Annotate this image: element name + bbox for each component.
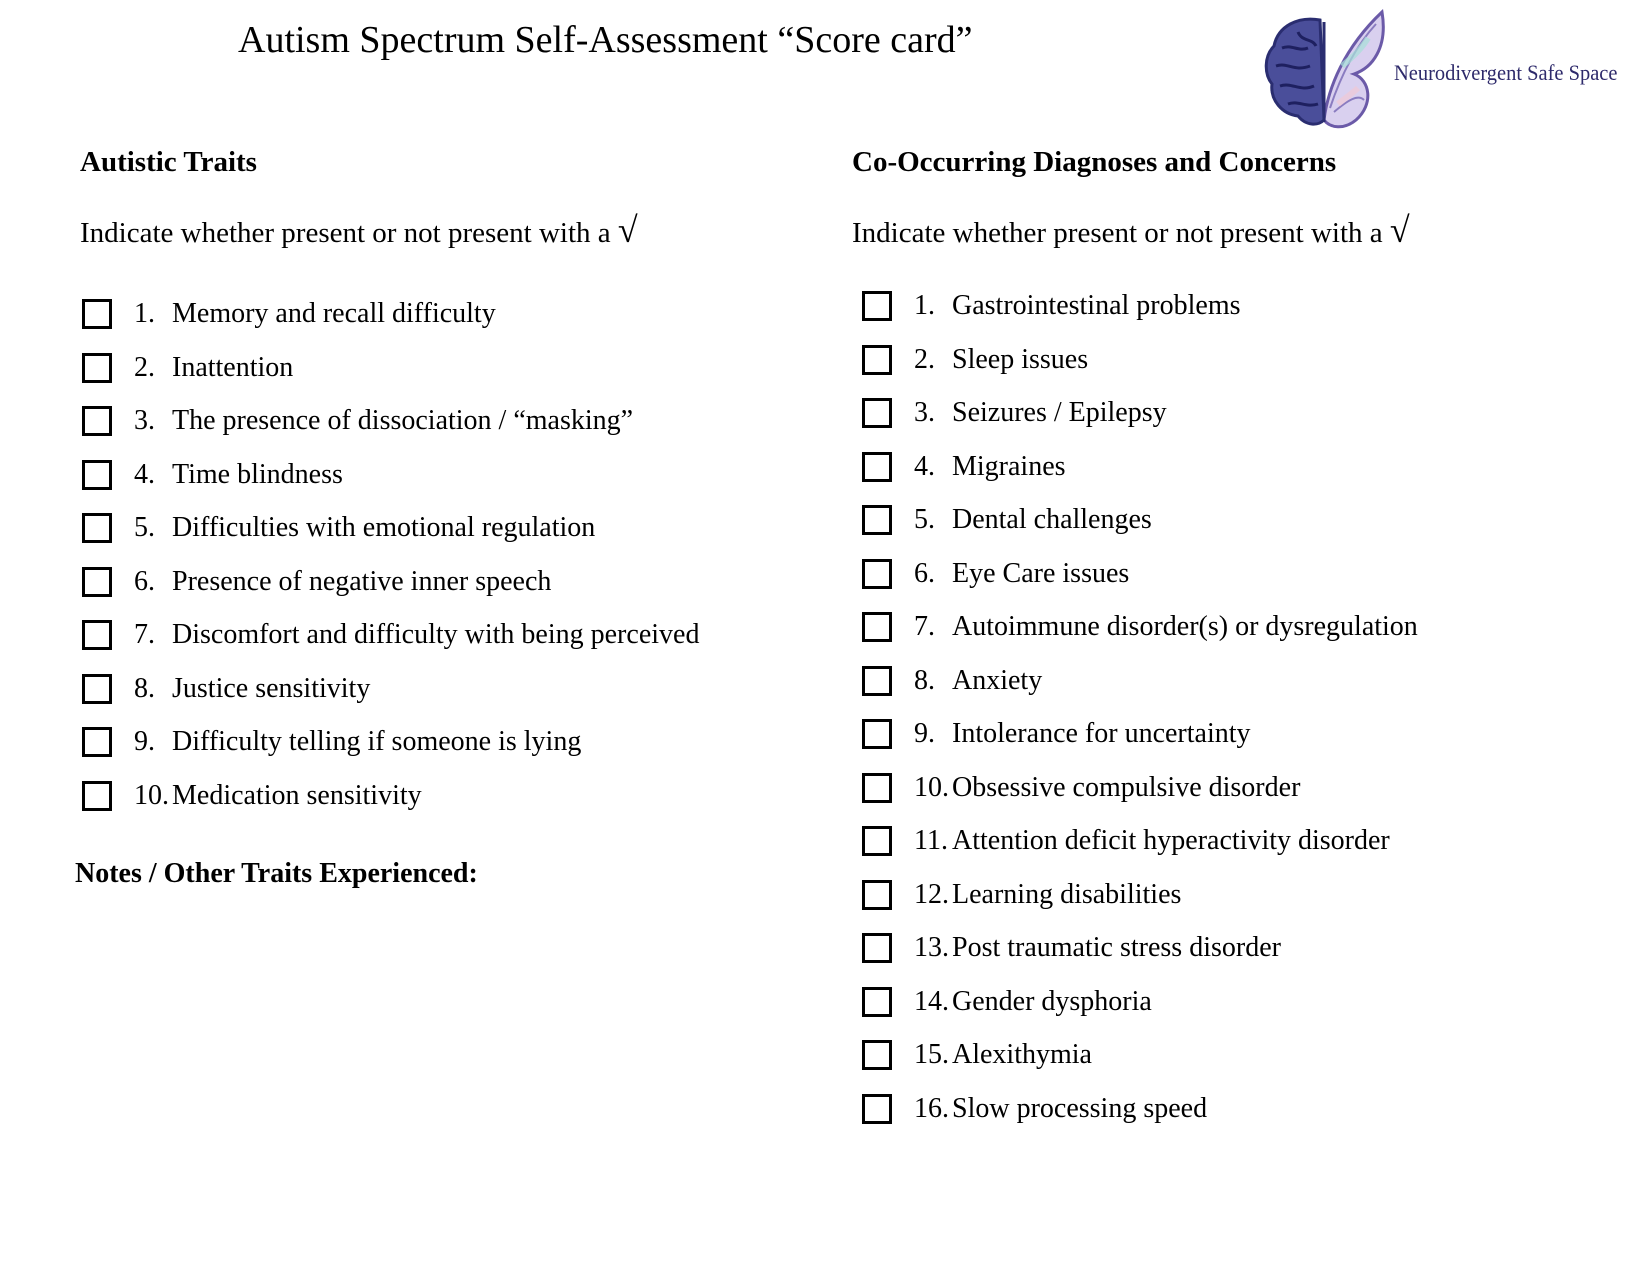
section-heading: Co-Occurring Diagnoses and Concerns: [852, 146, 1337, 178]
item-label: Alexithymia: [952, 1039, 1092, 1070]
checklist-item: [862, 607, 1418, 647]
section-heading: Autistic Traits: [80, 146, 257, 178]
checkbox[interactable]: [862, 1040, 892, 1070]
item-label: Gender dysphoria: [952, 985, 1152, 1017]
item-label: Slow processing speed: [952, 1092, 1208, 1124]
checkbox[interactable]: [862, 987, 892, 1017]
checkbox[interactable]: [862, 666, 892, 696]
checklist-item: [862, 1035, 1092, 1075]
item-number: 10.: [134, 779, 169, 811]
checkbox[interactable]: [862, 880, 892, 910]
checklist-item: [82, 294, 496, 334]
instruction-text: [852, 209, 1632, 251]
checkbox[interactable]: [862, 1094, 892, 1124]
checkbox[interactable]: [862, 291, 892, 321]
item-number: 15.: [914, 1039, 949, 1070]
checklist-item: [862, 1089, 1207, 1129]
checklist-item: [862, 875, 1181, 915]
checkmark-symbol: √: [617, 210, 638, 250]
item-number: 9.: [134, 726, 155, 757]
instruction-text: [80, 209, 820, 251]
item-number: 2.: [914, 343, 935, 375]
item-label: Autoimmune disorder(s) or dysregulation: [952, 611, 1418, 642]
checklist-item: [82, 401, 633, 441]
item-number: 11.: [914, 825, 948, 856]
checklist-item: [82, 348, 293, 388]
checkbox[interactable]: [862, 719, 892, 749]
brain-butterfly-logo-icon: [1258, 8, 1388, 136]
item-label: Post traumatic stress disorder: [952, 932, 1281, 963]
checklist-item: [862, 768, 1300, 808]
item-label: Memory and recall difficulty: [172, 298, 496, 329]
item-number: 6.: [134, 565, 155, 597]
item-label: Sleep issues: [952, 343, 1089, 375]
item-label: Time blindness: [172, 458, 343, 490]
checklist-item: [82, 776, 422, 816]
item-number: 14.: [914, 985, 949, 1017]
checkbox[interactable]: [862, 933, 892, 963]
item-number: 6.: [914, 557, 935, 589]
item-number: 2.: [134, 351, 155, 383]
checkbox[interactable]: [82, 299, 112, 329]
checkbox[interactable]: [82, 567, 112, 597]
item-label: Discomfort and difficulty with being perceived: [172, 619, 700, 650]
page-title: Autism Spectrum Self-Assessment “Score card”: [238, 19, 973, 61]
instruction-label: Indicate whether present or not present with a: [80, 217, 611, 249]
item-number: 16.: [914, 1092, 949, 1124]
checkbox[interactable]: [862, 612, 892, 642]
item-label: Obsessive compulsive disorder: [952, 771, 1301, 803]
checkbox[interactable]: [862, 452, 892, 482]
checkbox[interactable]: [82, 406, 112, 436]
checklist-item: [862, 286, 1241, 326]
item-number: 10.: [914, 771, 949, 803]
checkbox[interactable]: [862, 773, 892, 803]
checklist-item: [862, 661, 1042, 701]
checklist-item: [82, 615, 699, 655]
checklist-item: [862, 821, 1390, 861]
checklist-item: [862, 500, 1152, 540]
item-number: 5.: [134, 512, 155, 543]
item-number: 12.: [914, 878, 949, 910]
notes-heading: Notes / Other Traits Experienced:: [75, 858, 478, 889]
item-number: 7.: [914, 611, 935, 642]
item-label: Justice sensitivity: [172, 672, 371, 704]
checklist-item: [862, 928, 1281, 968]
item-label: Dental challenges: [952, 504, 1152, 535]
checklist-item: [82, 508, 595, 548]
item-number: 9.: [914, 718, 935, 749]
checklist-item: [862, 340, 1088, 380]
item-number: 7.: [134, 619, 155, 650]
checklist-item: [862, 447, 1066, 487]
item-number: 3.: [914, 397, 935, 428]
logo-text: Neurodivergent Safe Space: [1394, 60, 1618, 85]
item-label: Eye Care issues: [952, 557, 1130, 589]
item-label: The presence of dissociation / “masking”: [172, 405, 634, 436]
checkbox[interactable]: [862, 559, 892, 589]
item-label: Difficulty telling if someone is lying: [172, 726, 582, 757]
checkbox[interactable]: [82, 674, 112, 704]
item-number: 8.: [134, 672, 155, 704]
checklist-item: [82, 722, 581, 762]
item-number: 13.: [914, 932, 949, 963]
item-number: 1.: [134, 298, 155, 329]
checkbox[interactable]: [862, 345, 892, 375]
checkbox[interactable]: [862, 505, 892, 535]
checklist-item: [82, 455, 343, 495]
item-number: 8.: [914, 664, 935, 696]
item-label: Seizures / Epilepsy: [952, 397, 1167, 428]
item-label: Difficulties with emotional regulation: [172, 512, 596, 543]
co-occurring-section: [852, 146, 1632, 251]
checkbox[interactable]: [82, 460, 112, 490]
checkbox[interactable]: [82, 781, 112, 811]
instruction-label: Indicate whether present or not present with a: [852, 217, 1383, 249]
item-label: Intolerance for uncertainty: [952, 718, 1251, 749]
item-number: 3.: [134, 405, 155, 436]
checkbox[interactable]: [862, 826, 892, 856]
item-label: Medication sensitivity: [172, 779, 422, 811]
item-label: Learning disabilities: [952, 878, 1182, 910]
item-number: 4.: [914, 450, 935, 482]
item-label: Anxiety: [952, 664, 1043, 696]
checkbox[interactable]: [82, 727, 112, 757]
checklist-item: [82, 562, 551, 602]
item-number: 1.: [914, 290, 935, 321]
item-number: 5.: [914, 504, 935, 535]
item-label: Gastrointestinal problems: [952, 290, 1241, 321]
checklist-item: [862, 393, 1167, 433]
checkbox[interactable]: [82, 513, 112, 543]
checkbox[interactable]: [82, 353, 112, 383]
item-label: Presence of negative inner speech: [172, 565, 552, 597]
item-label: Attention deficit hyperactivity disorder: [952, 825, 1390, 856]
checklist-item: [862, 554, 1129, 594]
item-label: Inattention: [172, 351, 294, 383]
checklist-item: [862, 982, 1152, 1022]
logo: [1258, 8, 1638, 136]
item-number: 4.: [134, 458, 155, 490]
checkmark-symbol: √: [1389, 210, 1410, 250]
item-label: Migraines: [952, 450, 1066, 482]
checklist-item: [82, 669, 370, 709]
checkbox[interactable]: [82, 620, 112, 650]
checklist-item: [862, 714, 1251, 754]
autistic-traits-section: [80, 146, 820, 251]
checkbox[interactable]: [862, 398, 892, 428]
